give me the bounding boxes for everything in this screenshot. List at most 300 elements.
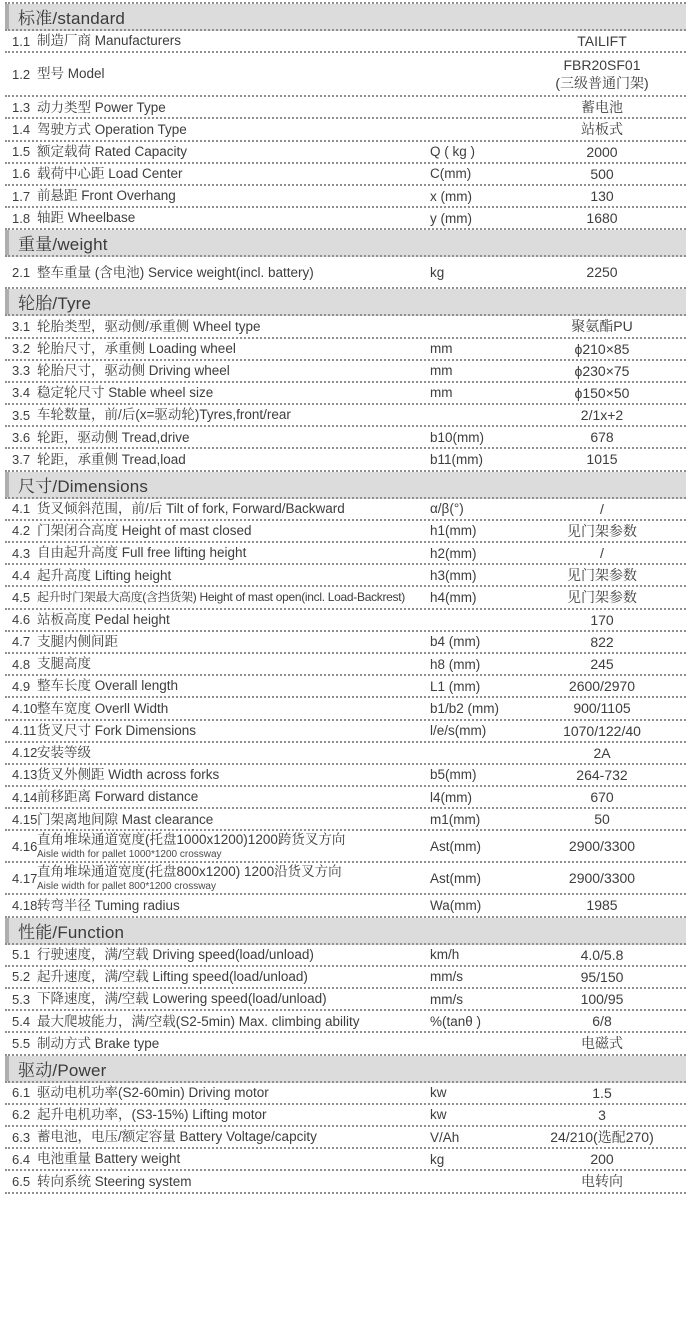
section-title: 驱动/Power xyxy=(18,1060,107,1080)
section-header xyxy=(5,230,686,257)
row-label-text: 前悬距 Front Overhang xyxy=(37,188,176,204)
row-number: 5.5 xyxy=(12,1036,31,1051)
row-value-text: 822 xyxy=(590,633,614,650)
row-number: 3.3 xyxy=(12,363,31,379)
row-label xyxy=(37,991,430,1007)
section-title: 轮胎/Tyre xyxy=(18,294,92,314)
row-value xyxy=(518,633,686,651)
row-value xyxy=(518,699,686,717)
row-value-text: 蓄电池 xyxy=(581,99,623,116)
table-row xyxy=(5,1105,686,1127)
row-label xyxy=(37,656,430,672)
row-value-text: 1985 xyxy=(586,897,618,914)
row-label xyxy=(37,341,430,357)
row-number: 1.6 xyxy=(12,166,31,182)
row-value-text: 2900/3300 xyxy=(568,870,636,887)
row-number: 4.11 xyxy=(12,723,37,739)
row-value xyxy=(518,744,686,762)
row-unit: mm xyxy=(430,385,453,401)
table-row xyxy=(5,895,686,917)
row-label xyxy=(37,100,430,116)
row-unit: h4(mm) xyxy=(430,589,477,605)
row-label-text: 蓄电池，电压/额定容量 Battery Voltage/capcity xyxy=(37,1129,317,1145)
row-unit: y (mm) xyxy=(430,210,472,226)
table-row xyxy=(5,1127,686,1149)
row-value-text: TAILIFT xyxy=(577,33,627,49)
row-number: 1.3 xyxy=(12,99,31,115)
row-label-text: 门架闭合高度 Height of mast closed xyxy=(37,523,252,539)
row-value xyxy=(518,165,686,183)
row-value xyxy=(518,143,686,161)
table-row xyxy=(5,383,686,405)
row-value-text: 678 xyxy=(590,429,614,446)
row-unit: km/h xyxy=(430,947,460,963)
row-label xyxy=(37,144,430,160)
row-label-text: 前移距离 Forward distance xyxy=(37,789,199,805)
section-title: 标准/standard xyxy=(18,9,126,28)
row-unit: l4(mm) xyxy=(430,789,472,805)
table-row xyxy=(5,142,686,164)
row-value-text: 245 xyxy=(590,655,614,672)
row-label-text: 电池重量 Battery weight xyxy=(37,1151,181,1167)
row-label-text: 自由起升高度 Full free lifting height xyxy=(37,545,247,561)
row-unit: b11(mm) xyxy=(430,452,484,468)
section-header xyxy=(5,4,686,31)
row-value xyxy=(518,317,686,335)
section-title: 性能/Function xyxy=(18,922,125,942)
row-number: 4.5 xyxy=(12,589,31,605)
row-number: 3.1 xyxy=(12,318,31,334)
table-row xyxy=(5,945,686,967)
row-label-text: 最大爬坡能力，满/空载(S2-5min) Max. climbing ability xyxy=(37,1013,360,1029)
row-value-text: 4.0/5.8 xyxy=(580,946,624,963)
row-value-text: 200 xyxy=(590,1151,614,1168)
row-label-text: 转向系统 Steering system xyxy=(37,1173,192,1189)
row-value xyxy=(518,56,686,92)
table-row xyxy=(5,743,686,765)
row-number: 4.15 xyxy=(12,811,38,827)
row-value-text-line2: (三级普通门架) xyxy=(555,75,649,92)
row-value-text: 24/210(选配270) xyxy=(550,1128,654,1145)
row-number: 3.5 xyxy=(12,407,31,423)
table-row xyxy=(5,449,686,471)
row-label-text: 额定载荷 Rated Capacity xyxy=(37,143,188,159)
row-value-text: 2/1x+2 xyxy=(580,407,624,424)
row-number: 1.1 xyxy=(12,33,31,49)
row-unit: mm/s xyxy=(430,991,463,1007)
row-label xyxy=(37,385,430,401)
row-label-text: 支腿高度 xyxy=(37,656,91,672)
table-row xyxy=(5,632,686,654)
row-label-text: 轮胎尺寸，驱动侧 Driving wheel xyxy=(37,363,230,379)
row-value-text: 见门架参数 xyxy=(567,522,637,539)
section-header xyxy=(5,918,686,945)
table-row xyxy=(5,787,686,809)
row-value xyxy=(518,263,686,281)
row-unit: kw xyxy=(430,1107,447,1123)
row-value-text: 2000 xyxy=(586,143,618,160)
row-number: 3.7 xyxy=(12,452,31,468)
table-row xyxy=(5,765,686,787)
row-label-text: 起升速度，满/空载 Lifting speed(load/unload) xyxy=(37,969,308,985)
table-row xyxy=(5,587,686,609)
table-row xyxy=(5,339,686,361)
row-label xyxy=(37,723,430,739)
row-label xyxy=(37,634,430,650)
row-unit: Ast(mm) xyxy=(430,838,481,854)
row-number: 4.9 xyxy=(12,678,31,694)
row-value xyxy=(518,450,686,468)
row-label xyxy=(37,523,430,539)
row-value-text: 50 xyxy=(594,811,610,828)
row-unit: mm xyxy=(430,363,453,379)
table-row xyxy=(5,863,686,895)
row-value xyxy=(518,722,686,740)
row-number: 2.1 xyxy=(12,264,31,280)
row-label xyxy=(37,591,430,605)
row-unit: b10(mm) xyxy=(430,429,485,445)
row-number: 4.3 xyxy=(12,545,31,561)
row-value-text: 670 xyxy=(590,789,614,806)
row-label-text: 车轮数量，前/后(x=驱动轮)Tyres,front/rear xyxy=(37,407,291,423)
row-sublabel-text: Aisle width for pallet 1000*1200 crossway xyxy=(37,848,222,860)
row-label-text: 起升时门架最大高度(含挡货架) Height of mast open(incl. Load-Backrest) xyxy=(37,590,405,604)
row-number: 1.7 xyxy=(12,188,31,204)
row-number: 3.4 xyxy=(12,385,31,401)
table-row xyxy=(5,809,686,831)
row-label xyxy=(37,969,430,985)
table-row xyxy=(5,31,686,53)
table-row xyxy=(5,654,686,676)
row-label xyxy=(37,947,430,963)
row-value xyxy=(518,362,686,380)
row-value-text: 130 xyxy=(590,187,614,204)
row-value-text: 500 xyxy=(590,165,614,182)
row-label xyxy=(37,612,430,628)
row-unit: kg xyxy=(430,264,445,280)
row-value-text: FBR20SF01 xyxy=(563,57,641,73)
row-label xyxy=(37,1107,430,1123)
row-unit: m1(mm) xyxy=(430,811,481,827)
row-unit: kw xyxy=(430,1085,447,1101)
row-label-text: 安装等级 xyxy=(37,745,91,761)
row-label-text: 轮胎尺寸，承重侧 Loading wheel xyxy=(37,340,236,356)
row-value xyxy=(518,340,686,358)
row-number: 4.13 xyxy=(12,767,38,783)
row-value-text: 100/95 xyxy=(580,991,624,1008)
row-unit: %(tanθ ) xyxy=(430,1013,482,1029)
row-label-text: 整车宽度 Overll Width xyxy=(37,700,169,716)
row-value-text: / xyxy=(600,500,604,517)
section-header xyxy=(5,1056,686,1083)
row-label xyxy=(37,210,430,226)
row-label xyxy=(37,1129,430,1145)
row-number: 4.8 xyxy=(12,656,31,672)
row-value xyxy=(518,766,686,784)
row-value-text: ϕ150×50 xyxy=(574,384,630,401)
row-number: 6.1 xyxy=(12,1085,31,1101)
row-number: 3.6 xyxy=(12,429,31,445)
row-value xyxy=(518,611,686,629)
table-row xyxy=(5,53,686,97)
row-value xyxy=(518,896,686,914)
row-value-text: 264-732 xyxy=(576,766,628,783)
table-row xyxy=(5,361,686,383)
row-number: 5.1 xyxy=(12,947,31,963)
row-unit: b5(mm) xyxy=(430,767,477,783)
row-value-text: ϕ230×75 xyxy=(574,362,630,379)
row-number: 1.5 xyxy=(12,144,31,160)
section-header xyxy=(5,289,686,316)
table-row xyxy=(5,316,686,338)
row-value-text: 1.5 xyxy=(592,1084,612,1101)
row-label-text: 轮胎类型，驱动侧/承重侧 Wheel type xyxy=(37,318,261,334)
row-value-text: 2250 xyxy=(586,264,618,281)
row-number: 3.2 xyxy=(12,341,31,357)
row-number: 4.12 xyxy=(12,745,38,761)
row-label-text: 门架离地间隙 Mast clearance xyxy=(37,811,214,827)
row-value xyxy=(518,1106,686,1124)
row-value-text: 电转向 xyxy=(581,1173,623,1190)
row-number: 5.3 xyxy=(12,991,31,1007)
row-unit: h3(mm) xyxy=(430,567,477,583)
row-value xyxy=(518,500,686,518)
row-value-text: 900/1105 xyxy=(573,700,631,717)
row-number: 5.4 xyxy=(12,1013,31,1029)
row-value-text: 站板式 xyxy=(581,121,623,138)
table-row xyxy=(5,1149,686,1171)
row-label-text: 起升高度 Lifting height xyxy=(37,567,172,583)
table-row xyxy=(5,164,686,186)
row-value xyxy=(518,32,686,50)
row-label-text: 整车重量 (含电池) Service weight(incl. battery) xyxy=(37,264,314,280)
row-label-text: 直角堆垛通道宽度(托盘1000x1200)1200跨货叉方向 xyxy=(37,832,346,848)
row-label-text: 支腿内侧间距 xyxy=(37,634,118,650)
row-unit: kg xyxy=(430,1151,445,1167)
row-value-text: 聚氨酯PU xyxy=(571,318,633,335)
table-row xyxy=(5,989,686,1011)
row-label xyxy=(37,1174,430,1190)
row-label xyxy=(37,188,430,204)
row-label xyxy=(37,319,430,335)
row-value xyxy=(518,837,686,855)
table-row xyxy=(5,405,686,427)
table-row xyxy=(5,610,686,632)
row-value xyxy=(518,544,686,562)
row-value xyxy=(518,1128,686,1146)
row-number: 4.16 xyxy=(12,838,38,854)
row-value xyxy=(518,946,686,964)
row-unit: mm xyxy=(430,341,453,357)
row-unit: h1(mm) xyxy=(430,523,477,539)
row-label xyxy=(37,832,430,860)
row-label xyxy=(37,789,430,805)
row-unit: mm/s xyxy=(430,969,463,985)
row-unit: l/e/s(mm) xyxy=(430,723,487,739)
row-unit: x (mm) xyxy=(430,188,472,204)
row-value xyxy=(518,98,686,116)
row-label xyxy=(37,1085,430,1101)
row-value xyxy=(518,1172,686,1190)
row-label-text: 动力类型 Power Type xyxy=(37,99,166,115)
row-value xyxy=(518,406,686,424)
table-row xyxy=(5,257,686,289)
row-value xyxy=(518,1084,686,1102)
table-row xyxy=(5,208,686,230)
row-number: 4.14 xyxy=(12,789,38,805)
table-row xyxy=(5,427,686,449)
row-value-text: 见门架参数 xyxy=(567,589,637,606)
table-row xyxy=(5,521,686,543)
row-value xyxy=(518,788,686,806)
row-value xyxy=(518,588,686,606)
row-label xyxy=(37,568,430,584)
table-row xyxy=(5,565,686,587)
row-number: 4.10 xyxy=(12,700,38,716)
row-label xyxy=(37,1014,430,1030)
row-sublabel-text: Aisle width for pallet 800*1200 crossway xyxy=(37,880,216,892)
row-number: 4.2 xyxy=(12,523,31,539)
row-label-text: 载荷中心距 Load Center xyxy=(37,166,183,182)
row-value-text: 2600/2970 xyxy=(568,678,636,695)
row-number: 4.4 xyxy=(12,567,31,583)
row-value-text: 170 xyxy=(590,611,614,628)
row-label xyxy=(37,545,430,561)
row-value xyxy=(518,522,686,540)
table-row xyxy=(5,1171,686,1193)
row-value xyxy=(518,655,686,673)
row-label xyxy=(37,864,430,892)
spec-table xyxy=(5,2,686,1194)
row-number: 6.2 xyxy=(12,1107,31,1123)
row-value-text: 2A xyxy=(593,744,611,761)
row-value xyxy=(518,1150,686,1168)
row-number: 6.3 xyxy=(12,1129,31,1145)
row-number: 6.5 xyxy=(12,1173,31,1189)
row-unit: b1/b2 (mm) xyxy=(430,700,500,716)
row-label-text: 货叉外侧距 Width across forks xyxy=(37,767,220,783)
row-value xyxy=(518,209,686,227)
table-row xyxy=(5,698,686,720)
row-number: 1.2 xyxy=(12,66,31,82)
row-value-text: 1680 xyxy=(586,210,618,227)
table-row xyxy=(5,97,686,119)
table-row xyxy=(5,676,686,698)
row-value-text: 6/8 xyxy=(592,1013,612,1030)
row-label-text: 整车长度 Overall length xyxy=(37,678,179,694)
section-title: 尺寸/Dimensions xyxy=(18,476,149,496)
table-row xyxy=(5,1033,686,1055)
row-value xyxy=(518,428,686,446)
row-label xyxy=(37,678,430,694)
row-label-text: 驱动电机功率(S2-60min) Driving motor xyxy=(37,1084,269,1100)
row-label xyxy=(37,812,430,828)
row-value-text: 95/150 xyxy=(580,968,624,985)
row-value-text: / xyxy=(600,545,604,561)
row-unit: b4 (mm) xyxy=(430,634,481,650)
row-label xyxy=(37,1036,430,1052)
row-label-text: 轮距，驱动侧 Tread,drive xyxy=(37,429,190,445)
row-label-text: 型号 Model xyxy=(37,66,105,82)
row-number: 4.18 xyxy=(12,898,38,914)
table-row xyxy=(5,831,686,863)
table-row xyxy=(5,1011,686,1033)
row-label xyxy=(37,265,430,281)
row-value-text: 1015 xyxy=(586,451,618,468)
row-label xyxy=(37,430,430,446)
row-unit: h2(mm) xyxy=(430,545,477,561)
row-value-text: 电磁式 xyxy=(581,1035,623,1052)
row-value xyxy=(518,384,686,402)
row-label-text: 驾驶方式 Operation Type xyxy=(37,121,187,137)
table-row xyxy=(5,1083,686,1105)
row-label-text: 站板高度 Pedal height xyxy=(37,611,170,627)
row-number: 1.8 xyxy=(12,210,31,226)
row-number: 4.1 xyxy=(12,501,31,517)
row-value xyxy=(518,1012,686,1030)
row-label-text: 下降速度，满/空载 Lowering speed(load/unload) xyxy=(37,991,327,1007)
row-value-text: 2900/3300 xyxy=(568,838,636,855)
row-label xyxy=(37,166,430,182)
row-label xyxy=(37,745,430,761)
row-number: 1.4 xyxy=(12,121,31,137)
row-unit: α/β(°) xyxy=(430,501,464,517)
row-unit: Wa(mm) xyxy=(430,898,482,914)
row-value xyxy=(518,677,686,695)
row-unit: V/Ah xyxy=(430,1129,460,1145)
row-label-text: 货叉尺寸 Fork Dimensions xyxy=(37,722,197,738)
row-label xyxy=(37,407,430,423)
row-number: 5.2 xyxy=(12,969,31,985)
row-unit: L1 (mm) xyxy=(430,678,481,694)
row-label xyxy=(37,701,430,717)
row-label xyxy=(37,898,430,914)
row-value xyxy=(518,120,686,138)
row-number: 4.7 xyxy=(12,634,31,650)
row-unit: C(mm) xyxy=(430,166,472,182)
row-label-text: 行驶速度，满/空载 Driving speed(load/unload) xyxy=(37,946,314,962)
section-title: 重量/weight xyxy=(18,235,108,255)
table-row xyxy=(5,119,686,141)
row-number: 4.17 xyxy=(12,870,38,886)
row-value xyxy=(518,810,686,828)
table-row xyxy=(5,186,686,208)
row-number: 4.6 xyxy=(12,612,31,628)
row-unit: Ast(mm) xyxy=(430,870,481,886)
row-value-text: 3 xyxy=(598,1106,606,1123)
row-label xyxy=(37,501,430,517)
table-row xyxy=(5,543,686,565)
row-label xyxy=(37,363,430,379)
row-label xyxy=(37,767,430,783)
table-row xyxy=(5,967,686,989)
row-value-text: 见门架参数 xyxy=(567,567,637,584)
row-label-text: 轮距，承重侧 Tread,load xyxy=(37,451,186,467)
row-label-text: 转弯半径 Tuming radius xyxy=(37,897,180,913)
row-value xyxy=(518,187,686,205)
row-value-text: 1070/122/40 xyxy=(563,722,641,739)
row-value xyxy=(518,968,686,986)
row-number: 6.4 xyxy=(12,1151,31,1167)
row-value xyxy=(518,990,686,1008)
row-label-text: 直角堆垛通道宽度(托盘800x1200) 1200沿货叉方向 xyxy=(37,864,342,880)
row-label-text: 轴距 Wheelbase xyxy=(37,210,136,226)
row-value xyxy=(518,869,686,887)
row-label xyxy=(37,1151,430,1167)
row-unit: Q ( kg ) xyxy=(430,144,476,160)
row-unit: h8 (mm) xyxy=(430,656,481,672)
row-label-text: 制动方式 Brake type xyxy=(37,1035,160,1051)
